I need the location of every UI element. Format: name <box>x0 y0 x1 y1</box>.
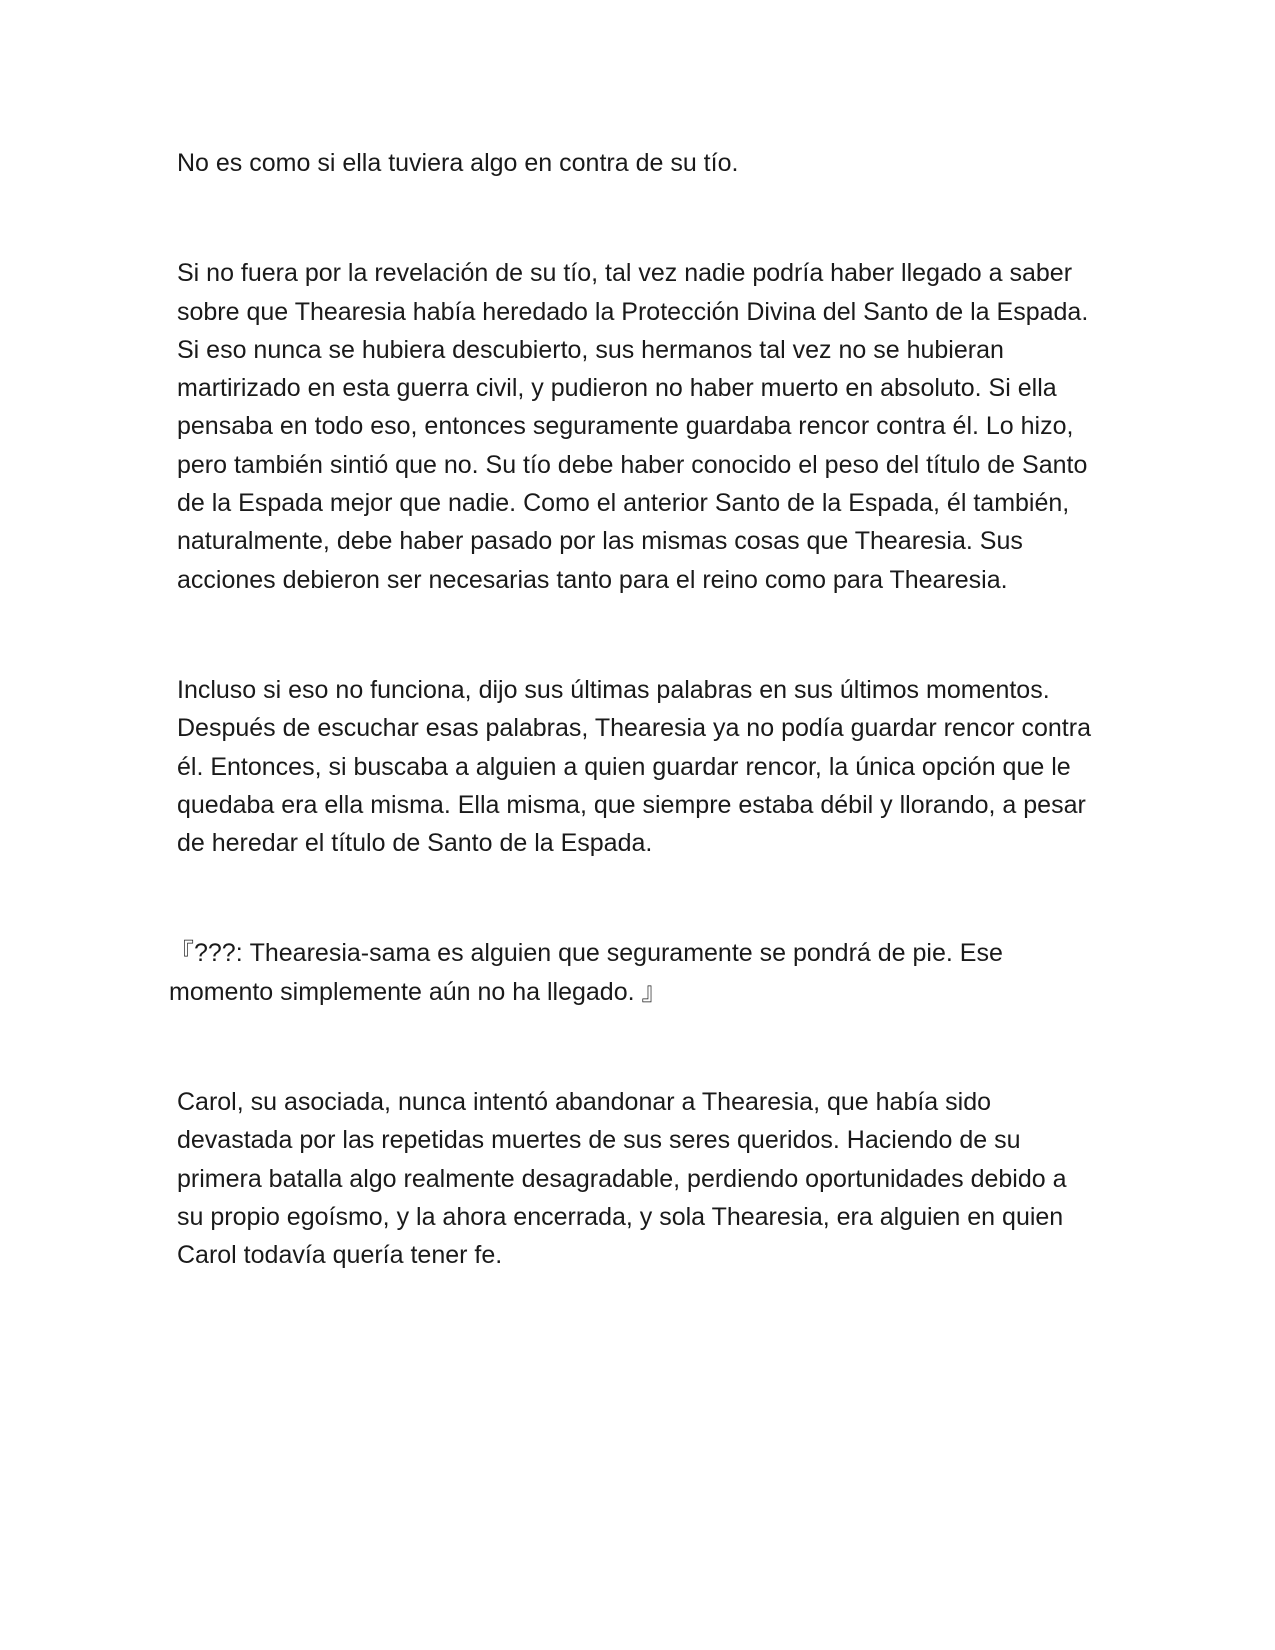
paragraph-2: Si no fuera por la revelación de su tío, tal vez nadie podría haber llegado a saber sobre que Thearesia había heredado la Protección Divina del Santo de la Espada. Si eso nunca se hubiera descubierto, sus hermanos tal vez no se hubieran martirizado en esta guerra civil, y pudieron no haber muerto en absoluto. Si ella pensaba en todo eso, entonces seguramente guardaba rencor contra él. Lo hizo, pero también sintió que no. Su tío debe haber conocido el peso del título de Santo de la Espada mejor que nadie. Como el anterior Santo de la Espada, él también, naturalmente, debe haber pasado por las mismas cosas que Thearesia. Sus acciones debieron ser necesarias tanto para el reino como para Thearesia. <box>177 259 1089 594</box>
paragraph-3: Incluso si eso no funciona, dijo sus últimas palabras en sus últimos momentos. Después de escuchar esas palabras, Thearesia ya no podía guardar rencor contra él. Entonces, si buscaba a alguien a quien guardar rencor, la única opción que le quedaba era ella misma. Ella misma, que siempre estaba débil y llorando, a pesar de heredar el título de Santo de la Espada. <box>177 675 1091 858</box>
paragraph-1: No es como si ella tuviera algo en contra de su tío. <box>177 149 739 177</box>
dialogue-quote: 『???: Thearesia-sama es alguien que seguramente se pondrá de pie. Ese momento simplemente aún no ha llegado. 』 <box>169 939 1003 1006</box>
paragraph-5: Carol, su asociada, nunca intentó abandonar a Thearesia, que había sido devastada por las repetidas muertes de sus seres queridos. Haciendo de su primera batalla algo realmente desagradable, perdiendo oportunidades debido a su propio egoísmo, y la ahora encerrada, y sola Thearesia, era alguien en quien Carol todavía quería tener fe. <box>177 1088 1067 1270</box>
text-column <box>169 144 1097 1347</box>
